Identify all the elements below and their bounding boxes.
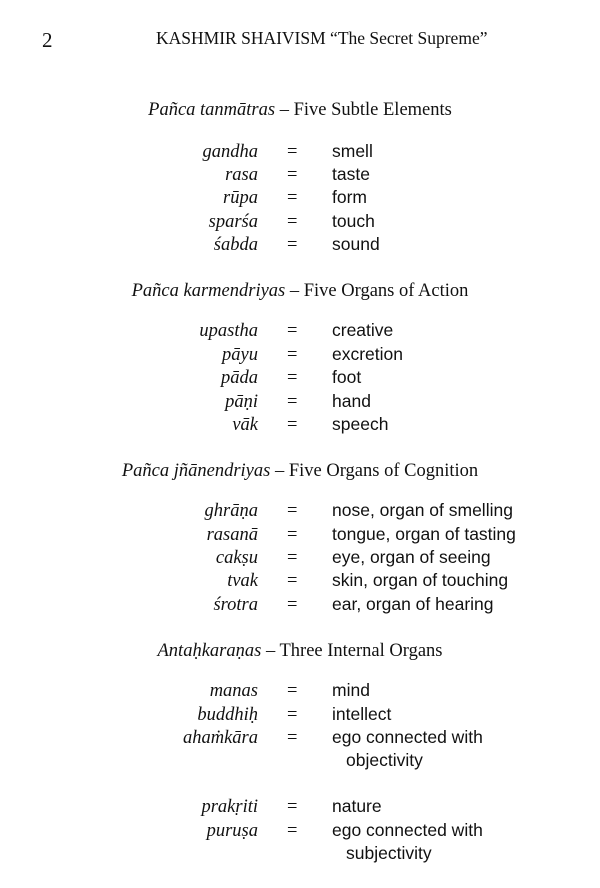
equals-sign: = xyxy=(287,595,298,615)
glossary-row xyxy=(0,596,600,618)
glossary-row xyxy=(0,526,600,548)
meaning-continuation: subjectivity xyxy=(346,842,432,863)
sanskrit-term: manas xyxy=(209,681,258,701)
glossary-row xyxy=(0,682,600,704)
glossary-row xyxy=(0,706,600,728)
glossary-row xyxy=(0,416,600,438)
english-meaning: nose, organ of smelling xyxy=(332,500,513,520)
equals-sign: = xyxy=(287,188,298,208)
equals-sign: = xyxy=(287,212,298,232)
equals-sign: = xyxy=(287,235,298,255)
glossary-row xyxy=(0,502,600,524)
english-meaning: speech xyxy=(332,414,389,434)
sanskrit-term: vāk xyxy=(232,415,258,435)
sanskrit-term: buddhiḥ xyxy=(197,705,258,725)
sanskrit-term: prakṛiti xyxy=(201,797,258,817)
sanskrit-term: tvak xyxy=(227,571,258,591)
sanskrit-term: pāṇi xyxy=(225,392,258,412)
equals-sign: = xyxy=(287,165,298,185)
section-heading-gloss: – Five Organs of Action xyxy=(285,281,469,301)
english-meaning: hand xyxy=(332,391,371,411)
english-meaning: taste xyxy=(332,164,370,184)
meaning-line: ego connected with xyxy=(332,820,483,840)
section-heading-jnanendriyas xyxy=(0,462,600,481)
equals-sign: = xyxy=(287,142,298,162)
sanskrit-term: gandha xyxy=(202,142,258,162)
sanskrit-term: śrotra xyxy=(213,595,258,615)
equals-sign: = xyxy=(287,571,298,591)
sanskrit-term: ahaṁkāra xyxy=(182,728,258,748)
english-meaning: mind xyxy=(332,680,370,700)
meaning-line: ego connected with xyxy=(332,727,483,747)
section-heading-term: Pañca karmendriyas xyxy=(131,281,286,301)
english-meaning: touch xyxy=(332,211,375,231)
meaning-continuation: objectivity xyxy=(346,749,423,770)
glossary-row xyxy=(0,729,600,775)
english-meaning: skin, organ of touching xyxy=(332,570,509,590)
equals-sign: = xyxy=(287,368,298,388)
english-meaning: smell xyxy=(332,141,373,161)
english-meaning: intellect xyxy=(332,704,392,724)
english-meaning: tongue, organ of tasting xyxy=(332,524,516,544)
equals-sign: = xyxy=(287,525,298,545)
sanskrit-term: pāda xyxy=(221,368,258,388)
sanskrit-term: cakṣu xyxy=(215,548,258,568)
sanskrit-term: pāyu xyxy=(222,345,258,365)
english-meaning: creative xyxy=(332,320,394,340)
glossary-row xyxy=(0,143,600,165)
english-meaning: ear, organ of hearing xyxy=(332,594,494,614)
sanskrit-term: ghrāṇa xyxy=(204,501,258,521)
section-heading-term: Antaḥkaraṇas xyxy=(157,641,262,661)
equals-sign: = xyxy=(287,797,298,817)
equals-sign: = xyxy=(287,321,298,341)
section-heading-gloss: – Five Subtle Elements xyxy=(275,100,452,120)
glossary-row xyxy=(0,346,600,368)
glossary-row xyxy=(0,572,600,594)
glossary-row xyxy=(0,166,600,188)
equals-sign: = xyxy=(287,392,298,412)
glossary-row xyxy=(0,189,600,211)
glossary-row xyxy=(0,236,600,258)
sanskrit-term: rasa xyxy=(225,165,258,185)
equals-sign: = xyxy=(287,415,298,435)
equals-sign: = xyxy=(287,501,298,521)
english-meaning: eye, organ of seeing xyxy=(332,547,491,567)
sanskrit-term: rasanā xyxy=(206,525,258,545)
equals-sign: = xyxy=(287,821,298,841)
sanskrit-term: upastha xyxy=(199,321,258,341)
equals-sign: = xyxy=(287,345,298,365)
glossary-row xyxy=(0,549,600,571)
section-heading-karmendriyas xyxy=(0,282,600,301)
english-meaning: form xyxy=(332,187,367,207)
glossary-row xyxy=(0,213,600,235)
english-meaning: foot xyxy=(332,367,362,387)
section-heading-antahkaranas xyxy=(0,642,600,661)
english-meaning: sound xyxy=(332,234,380,254)
glossary-row xyxy=(0,322,600,344)
english-meaning: excretion xyxy=(332,344,404,364)
section-heading-term: Pañca tanmātras xyxy=(148,100,276,120)
section-heading-gloss: – Three Internal Organs xyxy=(261,641,443,661)
section-heading-gloss: – Five Organs of Cognition xyxy=(270,461,479,481)
section-heading-tanmatras xyxy=(0,101,600,120)
glossary-row xyxy=(0,822,600,868)
running-head: KASHMIR SHAIVISM “The Secret Supreme” xyxy=(156,28,488,48)
sanskrit-term: śabda xyxy=(213,235,258,255)
equals-sign: = xyxy=(287,548,298,568)
english-meaning xyxy=(332,729,483,769)
sanskrit-term: puruṣa xyxy=(206,821,258,841)
glossary-row xyxy=(0,369,600,391)
sanskrit-term: rūpa xyxy=(223,188,258,208)
english-meaning xyxy=(332,822,483,862)
equals-sign: = xyxy=(287,681,298,701)
equals-sign: = xyxy=(287,705,298,725)
page-number: 2 xyxy=(42,28,53,52)
english-meaning: nature xyxy=(332,796,382,816)
equals-sign: = xyxy=(287,728,298,748)
glossary-row xyxy=(0,393,600,415)
sanskrit-term: sparśa xyxy=(208,212,258,232)
section-heading-term: Pañca jñānendriyas xyxy=(121,461,271,481)
glossary-row xyxy=(0,798,600,820)
